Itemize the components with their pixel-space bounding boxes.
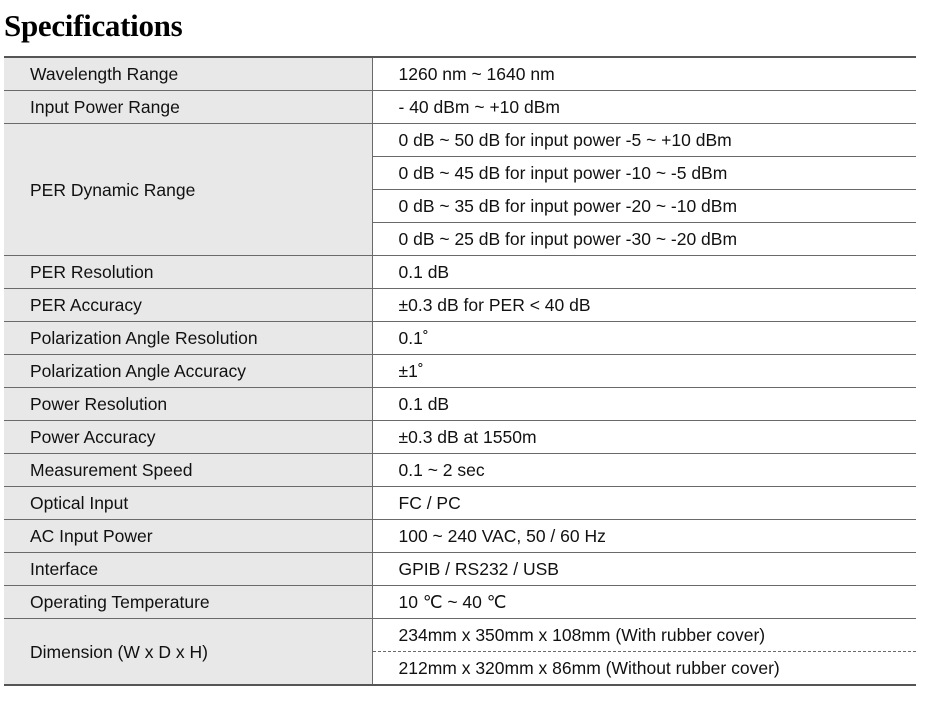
spec-label-wavelength-range: Wavelength Range [4,57,372,91]
table-row [4,619,916,652]
table-row [4,454,916,487]
spec-value-wavelength-range: 1260 nm ~ 1640 nm [372,57,916,91]
spec-label-polarization-angle-resolution: Polarization Angle Resolution [4,322,372,355]
spec-value-polarization-angle-accuracy: ±1˚ [372,355,916,388]
spec-value-ac-input-power: 100 ~ 240 VAC, 50 / 60 Hz [372,520,916,553]
spec-value-polarization-angle-resolution: 0.1˚ [372,322,916,355]
specifications-table [4,56,916,686]
table-row [4,421,916,454]
spec-value-per-dynamic-range-3: 0 dB ~ 35 dB for input power -20 ~ -10 dBm [372,190,916,223]
spec-label-per-accuracy: PER Accuracy [4,289,372,322]
spec-label-polarization-angle-accuracy: Polarization Angle Accuracy [4,355,372,388]
table-row [4,57,916,91]
table-row [4,553,916,586]
spec-label-power-accuracy: Power Accuracy [4,421,372,454]
spec-label-operating-temperature: Operating Temperature [4,586,372,619]
spec-value-per-dynamic-range-4: 0 dB ~ 25 dB for input power -30 ~ -20 dBm [372,223,916,256]
spec-label-optical-input: Optical Input [4,487,372,520]
table-row [4,487,916,520]
table-row [4,355,916,388]
spec-label-ac-input-power: AC Input Power [4,520,372,553]
spec-value-per-dynamic-range-1: 0 dB ~ 50 dB for input power -5 ~ +10 dBm [372,124,916,157]
spec-value-dimension-without-cover: 212mm x 320mm x 86mm (Without rubber cover) [372,652,916,686]
table-row [4,586,916,619]
spec-value-per-accuracy: ±0.3 dB for PER < 40 dB [372,289,916,322]
spec-label-dimension: Dimension (W x D x H) [4,619,372,686]
spec-label-per-resolution: PER Resolution [4,256,372,289]
spec-value-power-resolution: 0.1 dB [372,388,916,421]
spec-value-interface: GPIB / RS232 / USB [372,553,916,586]
spec-value-dimension-with-cover: 234mm x 350mm x 108mm (With rubber cover) [372,619,916,652]
spec-value-measurement-speed: 0.1 ~ 2 sec [372,454,916,487]
spec-label-power-resolution: Power Resolution [4,388,372,421]
spec-value-per-dynamic-range-2: 0 dB ~ 45 dB for input power -10 ~ -5 dBm [372,157,916,190]
table-row [4,388,916,421]
spec-label-measurement-speed: Measurement Speed [4,454,372,487]
spec-label-input-power-range: Input Power Range [4,91,372,124]
table-row [4,256,916,289]
spec-value-optical-input: FC / PC [372,487,916,520]
page-title: Specifications [4,8,183,43]
table-row [4,91,916,124]
table-row [4,124,916,157]
spec-value-input-power-range: - 40 dBm ~ +10 dBm [372,91,916,124]
table-row [4,289,916,322]
spec-label-per-dynamic-range: PER Dynamic Range [4,124,372,256]
spec-value-operating-temperature: 10 ℃ ~ 40 ℃ [372,586,916,619]
spec-value-power-accuracy: ±0.3 dB at 1550m [372,421,916,454]
table-row [4,520,916,553]
spec-value-per-resolution: 0.1 dB [372,256,916,289]
table-row [4,322,916,355]
spec-label-interface: Interface [4,553,372,586]
